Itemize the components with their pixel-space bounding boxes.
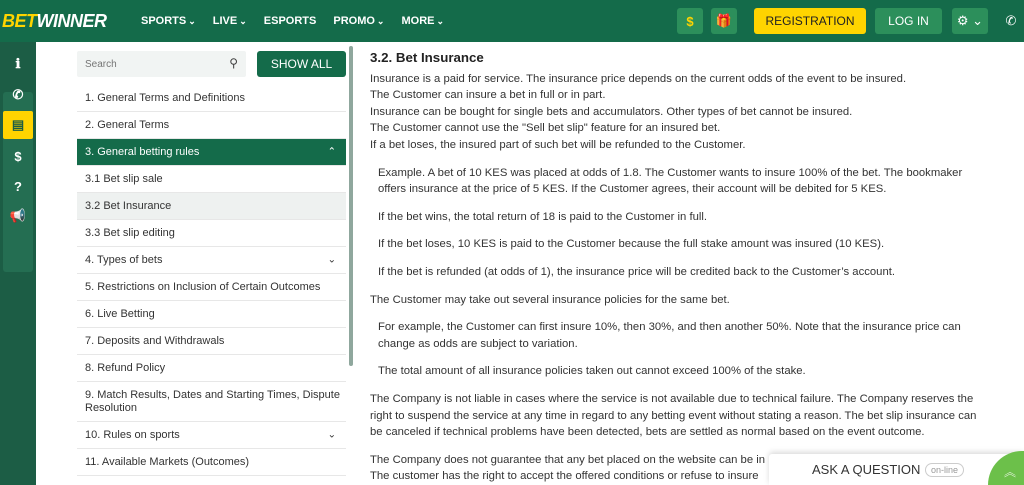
menu-subitem-bet-slip-sale[interactable]: 3.1 Bet slip sale <box>77 166 346 193</box>
article <box>370 50 985 485</box>
menu-subitem-bet-insurance[interactable]: 3.2 Bet Insurance <box>77 193 346 220</box>
search-icon[interactable]: ⚲ <box>229 56 238 70</box>
paragraph: If a bet loses, the insured part of such bet will be refunded to the Customer. <box>370 138 746 151</box>
menu-subitem-bet-slip-editing[interactable]: 3.3 Bet slip editing <box>77 220 346 247</box>
menu-item-live-betting[interactable]: 6. Live Betting <box>77 301 346 328</box>
dollar-icon[interactable]: $ <box>677 8 703 34</box>
paragraph: The Customer cannot use the "Sell bet slip" feature for an insured bet. <box>370 122 721 135</box>
chevron-down-icon: ⌄ <box>188 15 196 26</box>
document-icon[interactable]: ▤ <box>3 111 33 139</box>
ask-question-label[interactable]: ASK A QUESTION <box>812 462 921 477</box>
online-badge: on-line <box>925 463 964 477</box>
chevron-down-icon: ⌄ <box>239 15 247 26</box>
login-button[interactable]: LOG IN <box>875 8 942 34</box>
paragraph: The customer has the right to accept the offered conditions or refuse to insure <box>370 470 759 483</box>
chevron-down-icon: ⌄ <box>327 254 336 266</box>
phone-icon[interactable]: ✆ <box>1005 13 1017 28</box>
menu-item-types-of-bets[interactable]: 4. Types of bets ⌄ <box>77 247 346 274</box>
menu-item-general-terms-definitions[interactable]: 1. General Terms and Definitions <box>77 85 346 112</box>
registration-button[interactable]: REGISTRATION <box>754 8 866 34</box>
paragraph: The Customer may take out several insurance policies for the same bet. <box>370 293 730 306</box>
chevron-up-icon: ⌃ <box>327 146 336 158</box>
menu-item-available-markets[interactable]: 11. Available Markets (Outcomes) <box>77 449 346 476</box>
sidebar-scrollbar[interactable] <box>349 46 353 366</box>
gift-icon[interactable]: 🎁 <box>711 8 737 34</box>
menu-item-match-results[interactable]: 9. Match Results, Dates and Starting Times, Dispute Resolution <box>77 382 346 422</box>
chevron-down-icon: ⌄ <box>376 15 385 26</box>
paragraph: For example, the Customer can first insure 10%, then 30%, and then another 50%. Note that the insurance price can change as odds are subject to variation. <box>378 321 961 350</box>
paragraph: If the bet loses, 10 KES is paid to the Customer because the full stake amount was insured (10 KES). <box>378 238 885 251</box>
chevron-down-icon: ⌄ <box>327 429 336 441</box>
nav-esports[interactable]: ESPORTS <box>263 15 317 27</box>
top-bar <box>0 0 1024 42</box>
nav-more[interactable]: MORE ⌄ <box>401 15 445 27</box>
logo[interactable]: BETWINNER <box>2 11 107 31</box>
help-icon[interactable]: ? <box>14 178 22 194</box>
menu-item-general-betting-rules[interactable]: 3. General betting rules ⌃ <box>77 139 346 166</box>
paragraph: The total amount of all insurance policies taken out cannot exceed 100% of the stake. <box>378 365 806 378</box>
paragraph: If the bet wins, the total return of 18 is paid to the Customer in full. <box>378 210 708 223</box>
ask-question-widget[interactable] <box>769 454 1024 485</box>
search-box <box>77 51 246 77</box>
scroll-up-icon[interactable]: ︽ <box>988 451 1024 485</box>
menu-item-general-terms[interactable]: 2. General Terms <box>77 112 346 139</box>
nav-sports[interactable]: SPORTS ⌄ <box>141 15 196 27</box>
phone-icon[interactable]: ✆ <box>12 87 24 102</box>
chevron-down-icon: ⌄ <box>436 15 445 26</box>
paragraph: Insurance is a paid for service. The insurance price depends on the current odds of the event to be insured. <box>370 72 907 85</box>
search-input[interactable] <box>77 51 217 77</box>
paragraph: The Customer can insure a bet in full or in part. <box>370 89 606 102</box>
nav-promo[interactable]: PROMO ⌄ <box>333 15 385 27</box>
paragraph: Insurance can be bought for single bets and accumulators. Other types of bet cannot be insured. <box>370 105 853 118</box>
dollar-icon[interactable]: $ <box>14 148 22 164</box>
nav-live[interactable]: LIVE ⌄ <box>212 15 247 27</box>
megaphone-icon[interactable]: 📢 <box>9 208 27 223</box>
main-nav <box>141 0 461 42</box>
paragraph: The Company is not liable in cases where the service is not available due to technical failure. The Company reserves the right to suspend the service at any time in regard to any betting event without stating a reason. The bet slip insurance can be canceled if technical problems have been detected, bets are settled as normal based on the event outcome. <box>370 392 977 439</box>
show-all-button[interactable]: SHOW ALL <box>257 51 346 77</box>
menu-item-restrictions[interactable]: 5. Restrictions on Inclusion of Certain Outcomes <box>77 274 346 301</box>
paragraph: Example. A bet of 10 KES was placed at odds of 1.8. The Customer wants to insure 100% of the bet. The bookmaker offers insurance at the price of 5 KES. If the Customer agrees, their account will be debited for 5 KES. <box>378 166 963 196</box>
rules-menu <box>77 85 346 476</box>
menu-item-refund-policy[interactable]: 8. Refund Policy <box>77 355 346 382</box>
paragraph: If the bet is refunded (at odds of 1), the insurance price will be credited back to the Customer’s account. <box>378 265 896 278</box>
article-title: 3.2. Bet Insurance <box>370 50 484 65</box>
menu-item-deposits-withdrawals[interactable]: 7. Deposits and Withdrawals <box>77 328 346 355</box>
info-icon[interactable]: ℹ <box>15 56 21 71</box>
menu-item-rules-on-sports[interactable]: 10. Rules on sports ⌄ <box>77 422 346 449</box>
paragraph: The Company does not guarantee that any bet placed on the website can be in <box>370 453 766 466</box>
gear-icon[interactable]: ⚙ ⌄ <box>952 8 988 34</box>
